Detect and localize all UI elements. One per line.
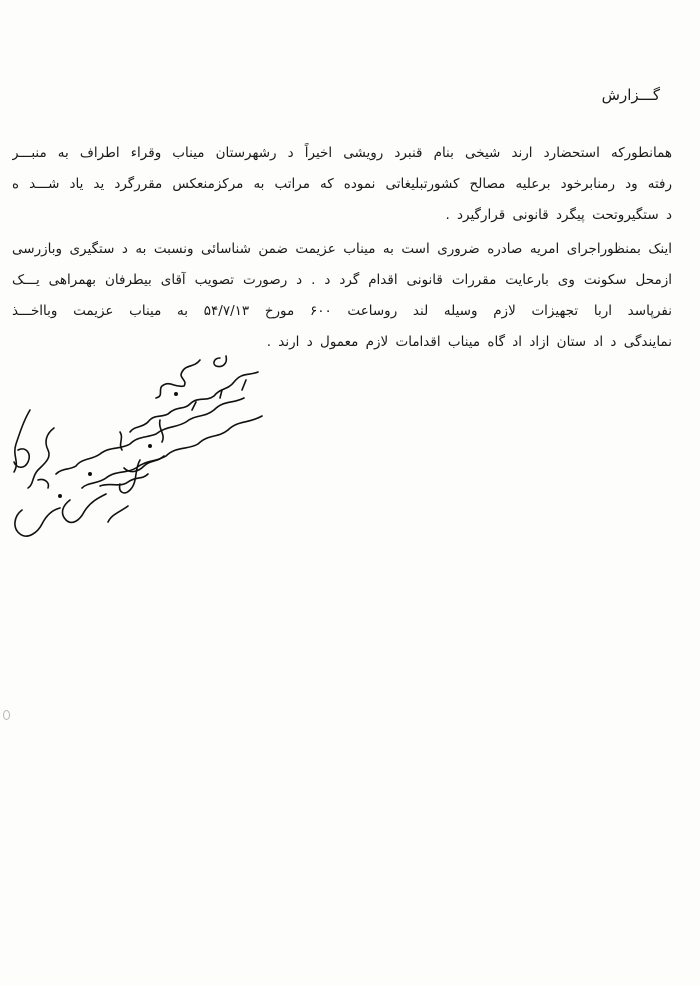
paragraph-2-line-1: اینک بمنظوراجرای امریه صادره ضروری است به میناب عزیمت ضمن شناسائی ونسبت به د ستگیری وبازرسی (12, 241, 672, 257)
paragraph-1-line-3: د ستگیروتحت پیگرد قانونی قرارگیرد . (445, 207, 672, 223)
paragraph-2-line-2: ازمحل سکونت وی بارعایت مقررات قانونی اقدام گرد د . د رصورت تصویب آقای بیطرفان بهمراهی یـــک (12, 272, 672, 288)
paragraph-1-line-2: رفته ود رمنابرخود برعلیه مصالح کشورتبلیغاتی نموده که مراتب به مرکزمنعکس مقررگرد ید یاد شـــد ه (12, 176, 672, 192)
handwritten-annotation (0, 350, 280, 565)
document-title: گـــزارش (601, 86, 660, 104)
paragraph-2-line-3: نفرپاسد اربا تجهیزات لازم وسیله لند روساعت ۶۰۰ مورخ ۵۴/۷/۱۳ به میناب عزیمت وبااخـــذ (12, 303, 672, 319)
paragraph-2-line-4: نمایندگی د اد ستان ازاد اد گاه میناب اقدامات لازم معمول د ارند . (266, 334, 672, 350)
paragraph-1-line-1: همانطورکه استحضارد ارند شیخی بنام قنبرد رویشی اخیراً د رشهرستان میناب وقراء اطراف به منبـــر (12, 145, 672, 161)
paper-speck (3, 710, 10, 720)
report-body (12, 138, 672, 358)
